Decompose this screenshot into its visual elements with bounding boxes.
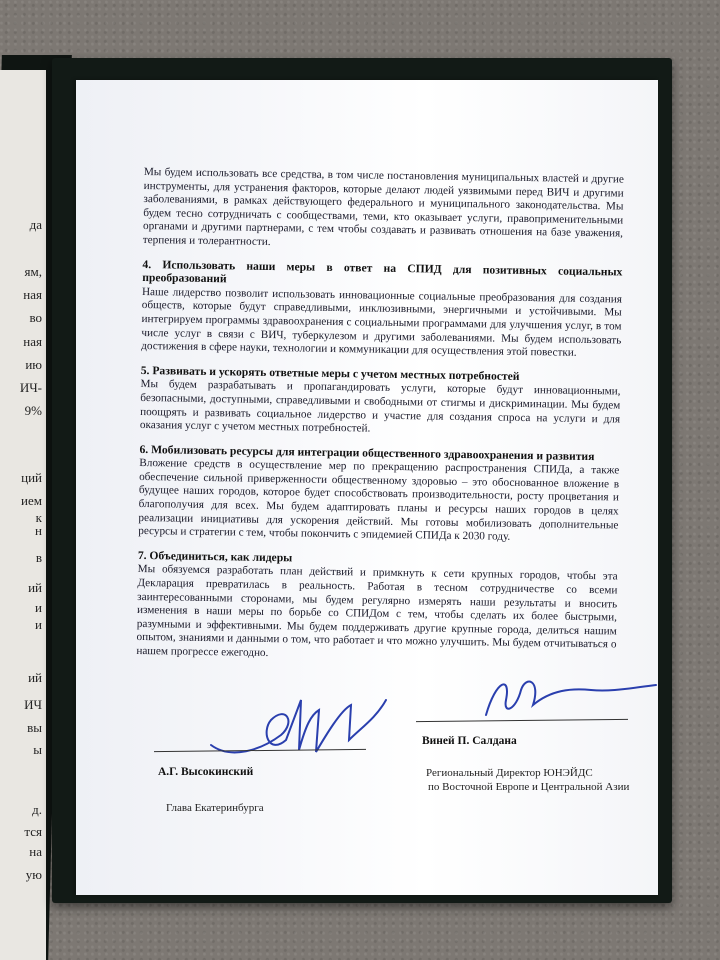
section-5-text: Мы будем разрабатывать и пропагандировать услуги, которые будут инновационными, безопасными, доступными, справедливыми и свободными от стигмы и дискриминации. Мы будем поощрять и развивать социальное лидерство и участие для создания спроса на услуги и для оказания услуг с учетом местных потребностей. [139,378,621,435]
left-page-fragment: ий [28,580,42,595]
left-page-fragment: и [35,617,42,632]
section-5-heading: 5. Развивать и ускорять ответные меры с учетом местных потребностей [140,363,520,383]
left-page-fragment: ию [25,357,42,372]
left-page-fragment: 9% [24,403,42,418]
left-page-fragment: да [29,217,42,232]
document-text [136,166,624,676]
left-page-fragment: ций [21,470,42,485]
left-page-fragment: ы [33,742,42,757]
section-6-heading: 6. Мобилизовать ресурсы для интеграции общественного здравоохранения и развития [139,442,595,463]
left-page-fragment: ий [28,670,42,685]
left-page-fragment: ная [23,334,42,349]
signature-block [76,680,658,895]
section-7-text: Мы обязуемся разработать план действий и примкнуть к сети крупных городов, чтобы эта Декларация превратилась в реальность. Работая в тесном сотрудничестве со всеми заинтересованными сторонами, мы будем регулярно измерять наши результаты и вносить изменения в наши меры по борьбе со СПИДом с тем, чтобы сделать их более быстрыми, разумными и эффективными. Мы будем поддерживать другие крупные города, делиться нашим опытом, знаниями и данными о том, что работает и что можно улучшить. Мы будем отчитываться о нашем прогрессе ежегодно. [136,563,618,660]
left-page-fragment: ям, [24,264,42,279]
left-page-fragment: ИЧ [24,697,42,712]
left-page-partial [0,70,46,960]
signature-left-stroke [211,700,386,752]
left-page-fragment: в [35,550,42,565]
signature-left [191,680,391,770]
signatory-left-name: А.Г. Высокинский [158,766,254,778]
left-page-fragment: д. [32,802,42,817]
section-4-heading: 4. Использовать наши меры в ответ на СПИД для позитивных социальных преобразований [142,257,623,286]
signature-right-stroke [486,682,656,715]
left-page-fragment: и [35,600,42,615]
left-page-fragment: ием [21,493,42,508]
signatory-left-title: Глава Екатеринбурга [166,802,264,814]
intro-paragraph: Мы будем использовать все средства, в том числе постановления муниципальных властей и другие инструменты, для устранения факторов, которые делают людей уязвимыми перед ВИЧ и другими заболеваниями, в рамках действующего федерального и муниципального законодательства. Мы будем тесно сотрудничать с сообществами, теми, кто оказывает услуги, правоприменительными органами и другими партнерами, с тем чтобы создавать и развивать отношения на базе уважения, терпения и толерантности. [142,166,624,248]
left-page-fragment: вы [27,720,42,735]
signatory-right-name: Виней П. Салдана [422,735,517,747]
section-4-text: Наше лидерство позволит использовать инновационные социальные преобразования для создания обществ, которые будут справедливыми, инклюзивными, энергичными и устойчивыми. Мы интегрируем программы здравоохранения с социальными программами для улучшения услуг, в том числе услуг в связи с ВИЧ, туберкулезом и другими заболеваниями. Мы будем использовать достижения в сфере науки, технологии и коммуникации для осуществления этой повестки. [141,285,623,359]
left-page-fragment: на [29,844,42,859]
document-page [76,80,658,895]
left-page-fragment: н [35,523,42,538]
left-page-fragment: ую [25,867,42,882]
section-6-text: Вложение средств в осуществление мер по прекращению распространения СПИДа, а также обеспечение сильной приверженности общественному здоровью – это обоснованное вложение в будущее наших городов, которое будет способствовать производительности, росту процветания и благополучия для всех. Мы будем адаптировать планы и ресурсы наших городов в целях реализации инициативы для ускорения действий. Мы готовы мобилизовать дополнительные ресурсы и стратегии с тем, чтобы покончить с эпидемией СПИДа к 2030 году. [138,457,620,544]
signatory-right-title-2: по Восточной Европе и Центральной Азии [428,781,630,793]
left-page-fragment: к [35,510,42,525]
left-page-fragment: во [29,310,42,325]
left-page-fragment: тся [24,824,42,839]
section-7-heading: 7. Объединиться, как лидеры [137,548,293,565]
left-page-fragment: ная [23,287,42,302]
signatory-right-title-1: Региональный Директор ЮНЭЙДС [426,767,593,779]
left-page-fragment: ИЧ- [19,380,42,395]
